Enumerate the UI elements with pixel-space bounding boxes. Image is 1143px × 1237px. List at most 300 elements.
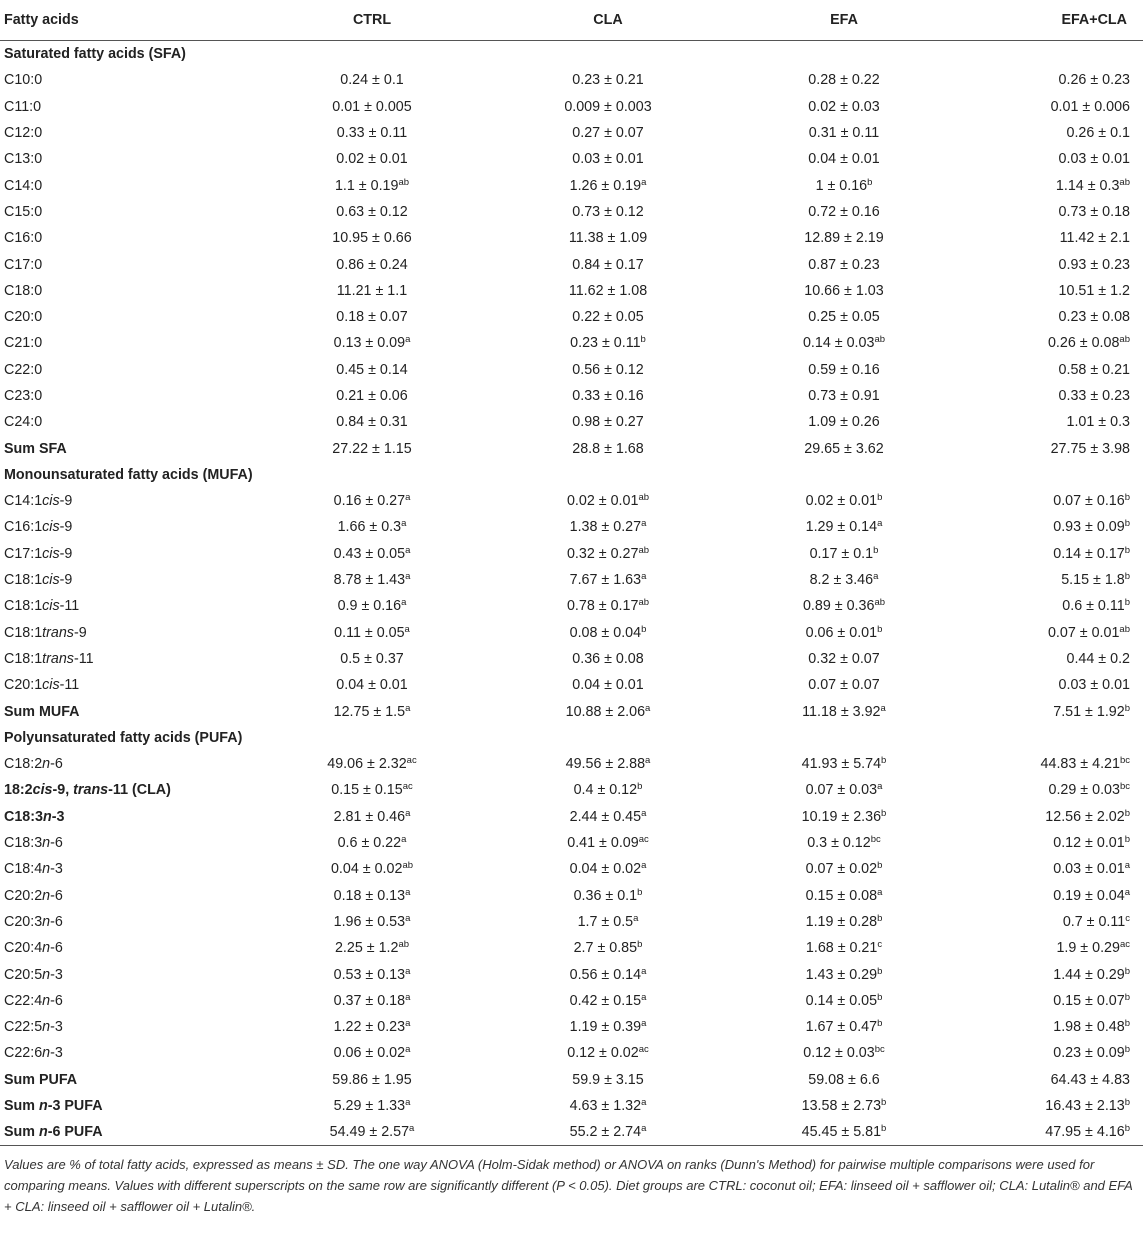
significance-superscript: b	[867, 176, 873, 188]
value-cell	[726, 804, 962, 830]
label-segment: C13:0	[4, 151, 43, 168]
table-row	[0, 1067, 1143, 1093]
value-cell	[490, 777, 726, 803]
header-cla: CLA	[490, 0, 726, 41]
mean-sd-value: 1 ± 0.16	[815, 177, 868, 194]
mean-sd-value: 0.6 ± 0.11	[1062, 598, 1125, 615]
value-cell	[962, 1014, 1143, 1040]
value-cell	[490, 1119, 726, 1146]
label-segment: -6	[50, 835, 63, 852]
value-cell	[254, 304, 490, 330]
value-cell	[490, 672, 726, 698]
fatty-acid-label	[0, 172, 254, 198]
mean-sd-value: 0.33 ± 0.11	[336, 125, 408, 142]
label-segment: n	[38, 1098, 48, 1115]
value-cell	[962, 357, 1143, 383]
value-cell	[254, 672, 490, 698]
fatty-acid-label	[0, 146, 254, 172]
value-cell	[490, 1093, 726, 1119]
mean-sd-value: 0.07 ± 0.07	[808, 677, 880, 694]
value-cell	[490, 883, 726, 909]
value-cell	[490, 488, 726, 514]
mean-sd-value: 0.18 ± 0.07	[336, 309, 408, 326]
mean-sd-value: 11.18 ± 3.92	[802, 703, 881, 720]
significance-superscript: a	[641, 176, 647, 188]
fatty-acid-label	[0, 409, 254, 435]
value-cell	[962, 856, 1143, 882]
value-cell	[490, 751, 726, 777]
mean-sd-value: 0.06 ± 0.02	[333, 1045, 406, 1062]
value-cell	[254, 225, 490, 251]
table-row	[0, 567, 1143, 593]
fatty-acid-label	[0, 567, 254, 593]
mean-sd-value: 45.45 ± 5.81	[801, 1124, 882, 1141]
table-row	[0, 251, 1143, 277]
value-cell	[254, 146, 490, 172]
mean-sd-value: 59.08 ± 6.6	[808, 1071, 880, 1088]
value-cell	[254, 988, 490, 1014]
value-cell	[726, 961, 962, 987]
significance-superscript: a	[405, 334, 411, 346]
mean-sd-value: 0.07 ± 0.01	[1047, 624, 1120, 641]
label-segment: Sum	[4, 1124, 39, 1141]
table-row	[0, 330, 1143, 356]
label-segment: C22:5	[4, 1019, 43, 1036]
value-cell	[726, 988, 962, 1014]
value-cell	[254, 120, 490, 146]
significance-superscript: a	[405, 702, 411, 714]
mean-sd-value: 0.12 ± 0.02	[567, 1045, 639, 1062]
label-segment: trans	[42, 624, 74, 641]
significance-superscript: ac	[638, 1044, 649, 1056]
table-row	[0, 1093, 1143, 1119]
label-segment: cis	[42, 572, 60, 589]
table-row	[0, 278, 1143, 304]
label-segment: n	[38, 1124, 48, 1141]
value-cell	[490, 278, 726, 304]
value-cell	[490, 330, 726, 356]
significance-superscript: ab	[1119, 334, 1130, 346]
mean-sd-value: 0.89 ± 0.36	[802, 598, 875, 615]
value-cell	[726, 120, 962, 146]
mean-sd-value: 0.06 ± 0.01	[805, 624, 878, 641]
mean-sd-value: 2.7 ± 0.85	[573, 940, 638, 957]
label-segment: cis	[42, 519, 60, 536]
table-row	[0, 620, 1143, 646]
mean-sd-value: 0.78 ± 0.17	[566, 598, 639, 615]
fatty-acid-label	[0, 67, 254, 93]
significance-superscript: b	[881, 755, 887, 767]
significance-superscript: ac	[1119, 939, 1130, 951]
mean-sd-value: 1.9 ± 0.29	[1056, 940, 1120, 957]
significance-superscript: a	[873, 571, 879, 583]
significance-superscript: b	[1124, 834, 1130, 846]
significance-superscript: ab	[1119, 623, 1130, 635]
fatty-acid-label	[0, 1093, 254, 1119]
header-efa: EFA	[726, 0, 962, 41]
significance-superscript: b	[1124, 807, 1130, 819]
value-cell	[962, 383, 1143, 409]
label-segment: C20:4	[4, 940, 43, 957]
table-row	[0, 961, 1143, 987]
value-cell	[490, 541, 726, 567]
label-segment: n	[42, 966, 51, 983]
value-cell	[254, 1067, 490, 1093]
mean-sd-value: 10.95 ± 0.66	[332, 230, 412, 247]
mean-sd-value: 13.58 ± 2.73	[801, 1098, 882, 1115]
mean-sd-value: 0.33 ± 0.23	[1058, 388, 1130, 404]
value-cell	[962, 172, 1143, 198]
mean-sd-value: 0.15 ± 0.07	[1053, 992, 1125, 1009]
value-cell	[254, 567, 490, 593]
value-cell	[490, 935, 726, 961]
fatty-acid-label	[0, 646, 254, 672]
fatty-acid-label	[0, 883, 254, 909]
value-cell	[490, 146, 726, 172]
fatty-acid-label	[0, 988, 254, 1014]
mean-sd-value: 10.66 ± 1.03	[804, 282, 884, 299]
mean-sd-value: 0.01 ± 0.005	[332, 98, 412, 115]
mean-sd-value: 0.41 ± 0.09	[567, 835, 639, 852]
mean-sd-value: 1.67 ± 0.47	[805, 1019, 878, 1036]
value-cell	[962, 199, 1143, 225]
mean-sd-value: 0.04 ± 0.01	[572, 677, 644, 694]
fatty-acid-label	[0, 935, 254, 961]
value-cell	[962, 514, 1143, 540]
value-cell	[490, 1067, 726, 1093]
significance-superscript: b	[1124, 544, 1130, 556]
value-cell	[726, 146, 962, 172]
mean-sd-value: 0.5 ± 0.37	[340, 650, 404, 667]
significance-superscript: a	[645, 755, 651, 767]
value-cell	[726, 856, 962, 882]
value-cell	[726, 409, 962, 435]
mean-sd-value: 0.22 ± 0.05	[572, 309, 644, 326]
mean-sd-value: 0.18 ± 0.13	[333, 887, 406, 904]
mean-sd-value: 0.33 ± 0.16	[572, 388, 644, 404]
mean-sd-value: 0.009 ± 0.003	[564, 98, 652, 115]
value-cell	[254, 199, 490, 225]
mean-sd-value: 0.84 ± 0.17	[572, 256, 644, 273]
value-cell	[254, 593, 490, 619]
value-cell	[726, 94, 962, 120]
header-efa-cla: EFA+CLA	[962, 0, 1143, 41]
value-cell	[726, 909, 962, 935]
significance-superscript: ac	[406, 755, 417, 767]
value-cell	[962, 488, 1143, 514]
value-cell	[254, 409, 490, 435]
label-segment: n	[42, 861, 51, 878]
mean-sd-value: 0.87 ± 0.23	[808, 256, 880, 273]
fatty-acid-label	[0, 830, 254, 856]
value-cell	[962, 620, 1143, 646]
mean-sd-value: 0.01 ± 0.006	[1050, 98, 1130, 115]
table-row	[0, 751, 1143, 777]
value-cell	[726, 1040, 962, 1066]
value-cell	[726, 172, 962, 198]
mean-sd-value: 0.07 ± 0.03	[805, 782, 878, 799]
mean-sd-value: 0.24 ± 0.1	[340, 72, 404, 89]
significance-superscript: a	[641, 571, 647, 583]
value-cell	[962, 646, 1143, 672]
label-segment: trans	[73, 782, 109, 799]
value-cell	[254, 620, 490, 646]
label-segment: C20:3	[4, 913, 43, 930]
mean-sd-value: 27.75 ± 3.98	[1050, 440, 1130, 457]
label-segment: -9	[73, 624, 87, 641]
value-cell	[254, 909, 490, 935]
label-segment: -11	[59, 598, 80, 615]
fatty-acid-label	[0, 251, 254, 277]
label-segment: n	[42, 1045, 51, 1062]
mean-sd-value: 0.03 ± 0.01	[1053, 861, 1125, 878]
value-cell	[962, 672, 1143, 698]
value-cell	[254, 383, 490, 409]
label-segment: -6	[50, 940, 63, 957]
mean-sd-value: 0.98 ± 0.27	[572, 414, 644, 431]
significance-superscript: a	[405, 965, 411, 977]
mean-sd-value: 0.16 ± 0.27	[333, 493, 406, 510]
label-segment: -6	[50, 887, 63, 904]
label-segment: n	[42, 913, 51, 930]
label-segment: C10:0	[4, 72, 43, 89]
mean-sd-value: 0.53 ± 0.13	[333, 966, 406, 983]
fatty-acid-label	[0, 751, 254, 777]
mean-sd-value: 4.63 ± 1.32	[569, 1098, 642, 1115]
label-segment: -3 PUFA	[47, 1098, 103, 1115]
value-cell	[490, 435, 726, 461]
header-fatty-acids: Fatty acids	[0, 0, 254, 41]
label-segment: n	[42, 992, 51, 1009]
value-cell	[254, 357, 490, 383]
label-segment: C18:3	[4, 808, 43, 825]
value-cell	[962, 67, 1143, 93]
table-body	[0, 41, 1143, 1146]
value-cell	[254, 856, 490, 882]
mean-sd-value: 2.44 ± 0.45	[569, 808, 642, 825]
value-cell	[490, 804, 726, 830]
label-segment: n	[42, 1019, 51, 1036]
label-segment: -9	[59, 572, 73, 589]
mean-sd-value: 0.04 ± 0.02	[569, 861, 642, 878]
label-segment: C18:3	[4, 835, 43, 852]
value-cell	[490, 593, 726, 619]
value-cell	[254, 961, 490, 987]
mean-sd-value: 0.04 ± 0.01	[808, 151, 880, 168]
significance-superscript: b	[877, 1018, 883, 1030]
significance-superscript: b	[637, 939, 643, 951]
mean-sd-value: 0.59 ± 0.16	[808, 361, 880, 378]
mean-sd-value: 1.14 ± 0.3	[1055, 177, 1120, 194]
value-cell	[254, 1119, 490, 1146]
significance-superscript: a	[641, 1097, 647, 1109]
label-segment: n	[42, 887, 51, 904]
significance-superscript: ac	[638, 834, 649, 846]
mean-sd-value: 1.29 ± 0.14	[805, 519, 878, 536]
value-cell	[726, 330, 962, 356]
mean-sd-value: 0.6 ± 0.22	[337, 835, 402, 852]
label-segment: C21:0	[4, 335, 43, 352]
mean-sd-value: 47.95 ± 4.16	[1045, 1124, 1125, 1141]
value-cell	[254, 883, 490, 909]
significance-superscript: b	[640, 334, 646, 346]
mean-sd-value: 0.73 ± 0.12	[572, 203, 644, 220]
label-segment: C20:2	[4, 887, 43, 904]
fatty-acid-label	[0, 94, 254, 120]
significance-superscript: a	[405, 912, 411, 924]
label-segment: n	[42, 835, 51, 852]
significance-superscript: b	[1124, 571, 1130, 583]
value-cell	[490, 620, 726, 646]
fatty-acid-label	[0, 672, 254, 698]
table-row	[0, 777, 1143, 803]
value-cell	[726, 883, 962, 909]
significance-superscript: a	[405, 571, 411, 583]
significance-superscript: a	[641, 991, 647, 1003]
mean-sd-value: 59.86 ± 1.95	[332, 1071, 412, 1088]
significance-superscript: a	[405, 1097, 411, 1109]
label-segment: Sum MUFA	[4, 703, 80, 720]
value-cell	[490, 1014, 726, 1040]
mean-sd-value: 0.93 ± 0.09	[1053, 519, 1125, 536]
value-cell	[254, 330, 490, 356]
table-header	[0, 0, 1143, 41]
mean-sd-value: 0.36 ± 0.1	[573, 887, 638, 904]
value-cell	[962, 935, 1143, 961]
value-cell	[490, 961, 726, 987]
significance-superscript: b	[637, 886, 643, 898]
significance-superscript: a	[877, 518, 883, 530]
mean-sd-value: 0.23 ± 0.09	[1053, 1045, 1125, 1062]
section-title: Saturated fatty acids (SFA)	[4, 46, 186, 63]
label-segment: -9	[59, 493, 73, 510]
label-segment: -3	[51, 808, 65, 825]
table-row	[0, 514, 1143, 540]
significance-superscript: a	[641, 518, 647, 530]
mean-sd-value: 0.15 ± 0.08	[805, 887, 878, 904]
value-cell	[726, 672, 962, 698]
value-cell	[726, 67, 962, 93]
value-cell	[254, 251, 490, 277]
label-segment: C18:1	[4, 572, 43, 589]
significance-superscript: b	[877, 912, 883, 924]
significance-superscript: b	[877, 492, 883, 504]
mean-sd-value: 0.08 ± 0.04	[569, 624, 642, 641]
mean-sd-value: 0.25 ± 0.05	[808, 309, 880, 326]
mean-sd-value: 0.02 ± 0.01	[805, 493, 878, 510]
label-segment: n	[42, 940, 51, 957]
fatty-acid-label	[0, 225, 254, 251]
mean-sd-value: 0.11 ± 0.05	[334, 624, 405, 641]
significance-superscript: a	[405, 1044, 411, 1056]
label-segment: C14:0	[4, 177, 43, 194]
fatty-acid-label	[0, 357, 254, 383]
mean-sd-value: 5.15 ± 1.8	[1061, 572, 1125, 589]
value-cell	[254, 1040, 490, 1066]
table-row	[0, 225, 1143, 251]
label-segment: -3	[50, 966, 63, 983]
table-row	[0, 199, 1143, 225]
significance-superscript: a	[641, 807, 647, 819]
mean-sd-value: 0.26 ± 0.23	[1058, 72, 1130, 89]
significance-superscript: a	[405, 492, 411, 504]
label-segment: C18:2	[4, 756, 43, 773]
mean-sd-value: 0.19 ± 0.04	[1053, 887, 1125, 904]
value-cell	[726, 357, 962, 383]
value-cell	[962, 698, 1143, 724]
label-segment: Sum PUFA	[4, 1071, 78, 1088]
value-cell	[726, 620, 962, 646]
value-cell	[962, 146, 1143, 172]
mean-sd-value: 0.03 ± 0.01	[1058, 677, 1130, 694]
significance-superscript: b	[877, 991, 883, 1003]
mean-sd-value: 0.32 ± 0.27	[566, 545, 639, 562]
label-segment: C24:0	[4, 414, 43, 431]
label-segment: cis	[42, 493, 60, 510]
mean-sd-value: 0.02 ± 0.01	[566, 493, 639, 510]
significance-superscript: b	[1124, 597, 1130, 609]
significance-superscript: a	[409, 1123, 415, 1135]
value-cell	[962, 330, 1143, 356]
mean-sd-value: 0.13 ± 0.09	[333, 335, 406, 352]
label-segment: n	[42, 756, 51, 773]
table-row	[0, 409, 1143, 435]
value-cell	[490, 698, 726, 724]
mean-sd-value: 0.3 ± 0.12	[807, 835, 871, 852]
fatty-acid-label	[0, 1119, 254, 1146]
significance-superscript: b	[877, 965, 883, 977]
mean-sd-value: 1.66 ± 0.3	[337, 519, 402, 536]
value-cell	[726, 383, 962, 409]
significance-superscript: a	[1124, 860, 1130, 872]
value-cell	[490, 830, 726, 856]
mean-sd-value: 0.23 ± 0.11	[570, 335, 641, 352]
section-title: Monounsaturated fatty acids (MUFA)	[4, 466, 253, 483]
significance-superscript: c	[877, 939, 883, 951]
mean-sd-value: 12.75 ± 1.5	[333, 703, 406, 720]
label-segment: -11 (CLA)	[108, 782, 171, 799]
mean-sd-value: 28.8 ± 1.68	[572, 440, 644, 457]
fatty-acid-label	[0, 383, 254, 409]
mean-sd-value: 0.07 ± 0.16	[1053, 493, 1125, 510]
value-cell	[726, 935, 962, 961]
mean-sd-value: 0.03 ± 0.01	[1058, 151, 1130, 168]
mean-sd-value: 0.36 ± 0.08	[572, 650, 644, 667]
value-cell	[962, 94, 1143, 120]
label-segment: C18:4	[4, 861, 43, 878]
fatty-acid-label	[0, 1067, 254, 1093]
mean-sd-value: 1.09 ± 0.26	[808, 414, 880, 431]
significance-superscript: b	[1124, 492, 1130, 504]
significance-superscript: a	[404, 623, 410, 635]
value-cell	[962, 304, 1143, 330]
significance-superscript: b	[1124, 1123, 1130, 1135]
mean-sd-value: 0.04 ± 0.01	[336, 677, 408, 694]
header-ctrl: CTRL	[254, 0, 490, 41]
mean-sd-value: 0.4 ± 0.12	[573, 782, 638, 799]
value-cell	[962, 593, 1143, 619]
significance-superscript: a	[405, 1018, 411, 1030]
mean-sd-value: 64.43 ± 4.83	[1050, 1071, 1130, 1088]
label-segment: -3	[50, 861, 63, 878]
value-cell	[726, 278, 962, 304]
mean-sd-value: 11.38 ± 1.09	[568, 230, 648, 247]
significance-superscript: b	[1124, 1097, 1130, 1109]
value-cell	[254, 698, 490, 724]
significance-superscript: b	[637, 781, 643, 793]
label-segment: C18:0	[4, 282, 43, 299]
mean-sd-value: 0.03 ± 0.01	[572, 151, 644, 168]
